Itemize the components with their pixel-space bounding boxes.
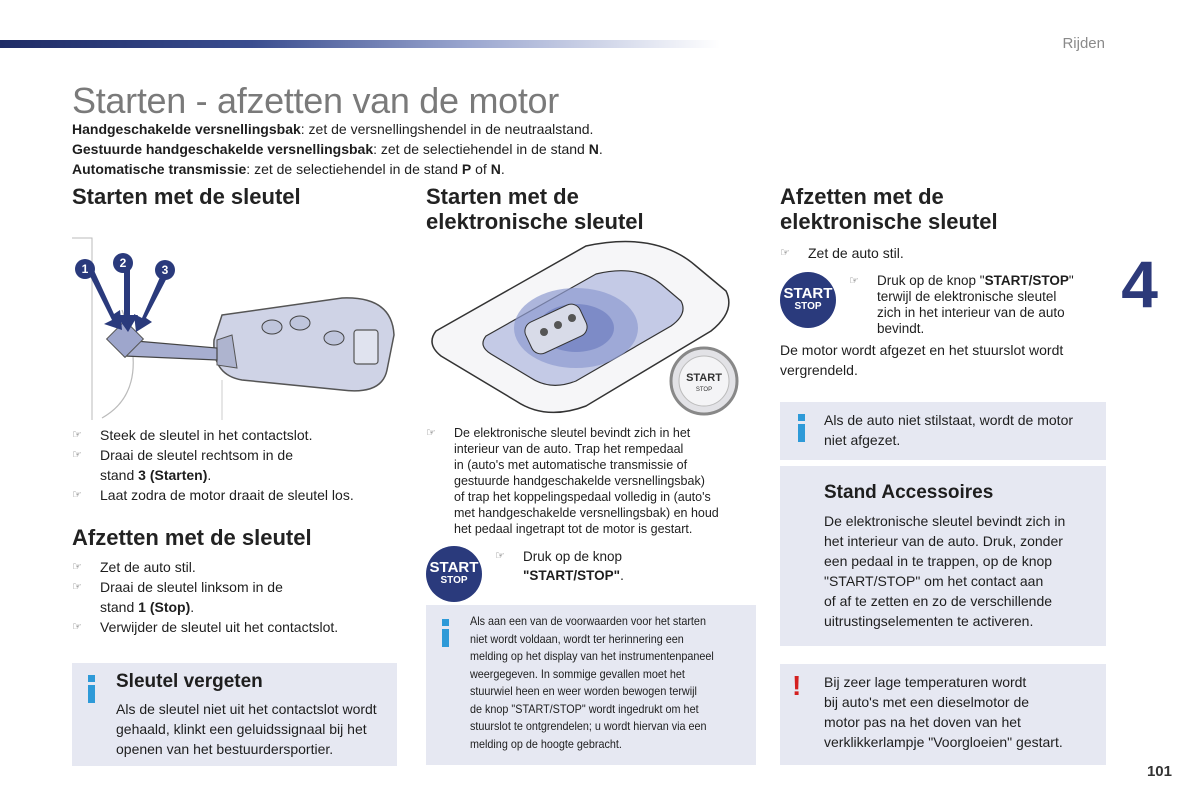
col1-stop-heading: Afzetten met de sleutel xyxy=(72,525,312,550)
cold-warning-box xyxy=(780,664,1106,765)
list-item: ☞ Draai de sleutel linksom in de stand 1 (Stop). xyxy=(72,579,283,615)
list-item: ☞ Steek de sleutel in het contactslot. xyxy=(72,427,313,443)
callout-2: 2 xyxy=(113,253,133,273)
start-label: START xyxy=(686,372,722,384)
list-item: ☞ Zet de auto stil. xyxy=(780,245,904,261)
press-stop-step xyxy=(849,273,1104,337)
car-illustration xyxy=(426,236,756,416)
list-item: ☞ Verwijder de sleutel uit het contactslot. xyxy=(72,619,339,635)
bullet-icon: ☞ xyxy=(780,247,790,259)
page-title: Starten - afzetten van de motor xyxy=(72,80,559,121)
col2-heading: Starten met de elektronische sleutel xyxy=(426,184,644,234)
press-step xyxy=(495,547,695,585)
box-title: Sleutel vergeten xyxy=(116,671,263,692)
bullet-icon: ☞ xyxy=(426,427,436,439)
start-stop-button-icon: START STOP xyxy=(780,272,836,328)
stop-e-key-step xyxy=(780,243,1100,263)
start-info-box xyxy=(426,605,756,765)
not-stopped-text: Als de auto niet stilstaat, wordt de motor niet afgezet. xyxy=(824,412,1074,448)
bullet-icon: ☞ xyxy=(72,581,82,593)
list-item: ☞ Druk op de knop "START/STOP" terwijl de elektronische sleutel zich in het interieur van de auto bevindt. xyxy=(849,273,1074,336)
bullet-icon: ☞ xyxy=(849,275,859,287)
bullet-icon: ☞ xyxy=(72,449,82,461)
info-icon xyxy=(86,675,98,703)
bullet-icon: ☞ xyxy=(72,429,82,441)
stop-key-steps xyxy=(72,557,402,637)
callout-3: 3 xyxy=(155,260,175,280)
key-forgotten-box xyxy=(72,663,397,766)
col3-heading: Afzetten met de elektronische sleutel xyxy=(780,184,998,234)
intro-text: Handgeschakelde versnellingsbak: zet de versnellingshendel in de neutraalstand. Gestuurde handgeschakelde versnellingsbak: zet de selectiehendel in de stand N. Automatische transmissie: zet de selectiehendel in de stand P of N. xyxy=(72,121,603,177)
col1-heading: Starten met de sleutel xyxy=(72,184,301,209)
header-bar xyxy=(0,40,720,48)
section-label: Rijden xyxy=(1062,35,1105,52)
warning-icon: ! xyxy=(792,670,802,701)
list-item: ☞ Zet de auto stil. xyxy=(72,559,196,575)
start-e-key-para: ☞ De elektronische sleutel bevindt zich in het interieur van de auto. Trap het rempedaal in (auto's met automatische transmissie of gestuurde handgeschakelde versnellingsbak) of trap het koppelingspedaal volledig in (auto's met handgeschakelde versnellingsbak) en houd het pedaal ingetrapt tot de motor is gestart. xyxy=(426,426,719,536)
bullet-icon: ☞ xyxy=(72,489,82,501)
box-text: Als de sleutel niet uit het contactslot wordt gehaald, klinkt een geluidssignaal bij het openen van het bestuurdersportier. xyxy=(116,701,377,757)
list-item: ☞ Draai de sleutel rechtsom in de stand 3 (Starten). xyxy=(72,447,293,483)
callout-1: 1 xyxy=(75,259,95,279)
list-item: ☞ Druk op de knop "START/STOP". xyxy=(495,549,624,583)
accessory-title: Stand Accessoires xyxy=(824,482,994,503)
accessory-info-box xyxy=(780,402,1106,646)
accessory-text: De elektronische sleutel bevindt zich in het interieur van de auto. Druk, zonder een pedaal in te trappen, op de knop "START/STOP" om het contact aan of af te zetten en zo de verschillende uitrustingselementen te activeren. xyxy=(824,513,1066,629)
page-number: 101 xyxy=(1146,763,1172,780)
start-key-steps xyxy=(72,425,402,505)
stop-label: STOP xyxy=(695,387,713,393)
stop-result: De motor wordt afgezet en het stuurslot wordt vergrendeld. xyxy=(780,342,1064,378)
bullet-icon: ☞ xyxy=(495,550,505,562)
warning-text: Bij zeer lage temperaturen wordt bij auto's met een dieselmotor de motor pas na het doven van het verklikkerlampje "Voorgloeien" gestart. xyxy=(824,674,1063,750)
bullet-icon: ☞ xyxy=(72,621,82,633)
bullet-icon: ☞ xyxy=(72,561,82,573)
info-icon xyxy=(440,619,452,647)
list-item: ☞ Laat zodra de motor draait de sleutel los. xyxy=(72,487,354,503)
info-text: Als aan een van de voorwaarden voor het starten niet wordt voldaan, wordt ter herinnering een melding op het display van het instrumentenpaneel weergegeven. In sommige gevallen moet het stuurwiel heen en weer worden bewogen terwijl de knop "START/STOP" wordt ingedrukt om het stuurslot te ontgrendelen; u wordt hiervan via een melding op de hoogte gebracht. xyxy=(470,614,714,751)
info-icon xyxy=(796,414,808,442)
start-stop-button-icon: START STOP xyxy=(426,546,482,602)
chapter-number: 4 xyxy=(1121,247,1158,321)
box-divider xyxy=(780,460,1106,466)
